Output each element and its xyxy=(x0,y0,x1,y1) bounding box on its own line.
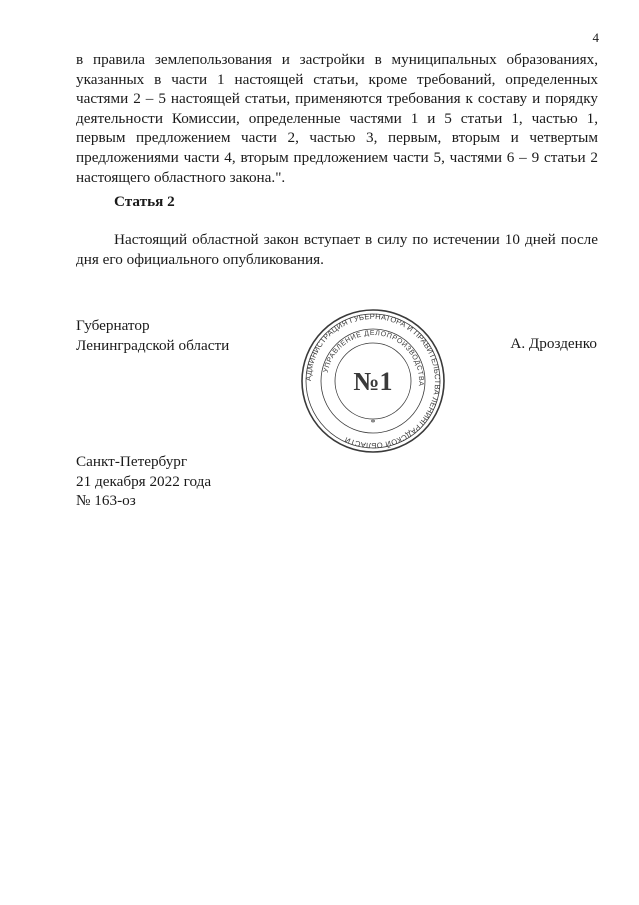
official-seal xyxy=(300,308,446,454)
signature-name: А. Дрозденко xyxy=(510,335,597,352)
seal-inner-text: УПРАВЛЕНИЕ ДЕЛОПРОИЗВОДСТВА xyxy=(322,329,425,387)
body-paragraph: в правила землепользования и застройки в муниципальных образованиях, указанных в части 1 настоящей статьи, кроме требований, определенных частями 2 – 5 настоящей статьи, применяются требования к составу и порядку деятельности Комиссии, определенные частями 1 и 5 статьи 1, частью 1, первым предложением части 2, частью 3, первым, вторым и четвертым предложениями части 4, вторым предложением части 5, частями 6 – 9 статьи 2 настоящего областного закона.". xyxy=(76,51,598,186)
signature-title-line1: Губернатор xyxy=(76,317,150,334)
footer-number: № 163-оз xyxy=(76,492,136,510)
signature-title-line2: Ленинградской области xyxy=(76,336,230,354)
seal-star: * xyxy=(370,418,376,429)
signature-title xyxy=(76,316,229,355)
footer-city: Санкт-Петербург xyxy=(76,453,188,470)
seal-number: №1 xyxy=(353,367,393,396)
seal-outer-text: АДМИНИСТРАЦИЯ ГУБЕРНАТОРА И ПРАВИТЕЛЬСТВА ЛЕНИНГРАДСКОЙ ОБЛАСТИ xyxy=(303,311,443,451)
footer-date: 21 декабря 2022 года xyxy=(76,472,212,490)
page-number: 4 xyxy=(592,30,599,45)
article-paragraph: Настоящий областной закон вступает в силу по истечении 10 дней после дня его официального опубликования. xyxy=(76,231,598,268)
footer-block xyxy=(76,452,211,511)
article-heading: Статья 2 xyxy=(114,193,175,210)
